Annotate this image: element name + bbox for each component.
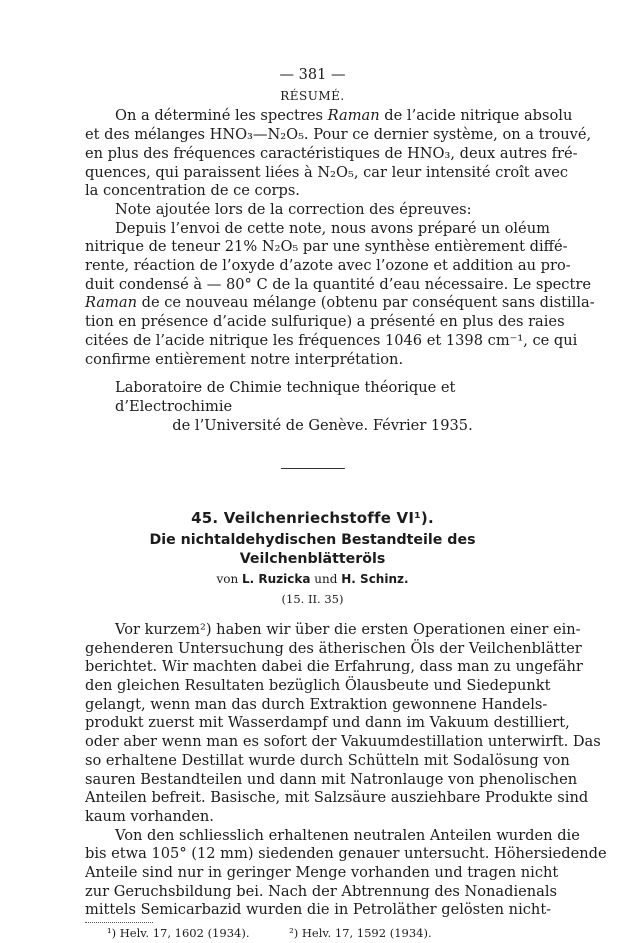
resume-line: en plus des fréquences caractéristiques de HNO₃, deux autres fré- [85, 144, 578, 162]
body-line: so erhaltene Destillat wurde durch Schütteln mit Sodalösung von [85, 751, 570, 769]
article-subtitle: Die nichtaldehydischen Bestandteile des Veilchenblätteröls [149, 532, 476, 567]
article-paragraph [85, 620, 601, 827]
body-line: sauren Bestandteilen und dann mit Natronlauge von phenolischen [85, 770, 578, 788]
body-line: gehenderen Untersuchung des ätherischen Öls der Veilchenblätter [85, 639, 582, 657]
body-line: Von den schliesslich erhaltenen neutralen Anteilen wurden die [115, 826, 580, 844]
body-line: produkt zuerst mit Wasserdampf und dann im Vakuum destilliert, [85, 714, 570, 732]
footnote-separator [85, 922, 153, 923]
note-heading: Note ajoutée lors de la correction des épreuves: [115, 200, 472, 218]
footnote: ²) Helv. 17, 1592 (1934). [289, 926, 432, 941]
laboratory-signature [85, 379, 540, 435]
body-line: oder aber wenn man es sofort der Vakuumdestillation unterwirft. Das [85, 733, 601, 751]
resume-line: quences, qui paraissent liées à N₂O₅, car leur intensité croît avec [85, 163, 569, 181]
author-name: H. Schinz. [341, 572, 409, 587]
body-line: Anteile sind nur in geringer Menge vorhanden und tragen nicht [85, 864, 559, 882]
footnote: ¹) Helv. 17, 1602 (1934). [107, 926, 250, 941]
article-authors [85, 570, 540, 589]
note-line: rente, réaction de l’oxyde d’azote avec l’ozone et addition au pro- [85, 257, 571, 275]
body-line: gelangt, wenn man das durch Extraktion gewonnene Handels- [85, 695, 548, 713]
resume-paragraph [85, 107, 592, 201]
body-line: bis etwa 105° (12 mm) siedenden genauer untersucht. Höhersiedende [85, 845, 607, 863]
note-line: duit condensé à — 80° C de la quantité d’eau nécessaire. Le spectre [85, 275, 591, 293]
article-paragraph [85, 826, 607, 921]
resume-line: On a déterminé les spectres Raman de l’acide nitrique absolu [115, 107, 573, 125]
body-line: kaum vorhanden. [85, 807, 214, 825]
body-line: zur Geruchsbildung bei. Nach der Abtrennung des Nonadienals [85, 882, 558, 900]
section-divider [281, 468, 345, 469]
footnotes [85, 924, 540, 943]
body-line: berichtet. Wir machten dabei die Erfahrung, dass man zu ungefähr [85, 658, 583, 676]
page [85, 66, 607, 943]
laboratory-line: Laboratoire de Chimie technique théorique et d’Electrochimie [115, 379, 456, 415]
body-line: mittels Semicarbazid wurden die in Petroläther gelösten nicht- [85, 901, 552, 919]
body-line: Vor kurzem²) haben wir über die ersten Operationen einer ein- [115, 620, 581, 638]
authors-and: und [314, 572, 338, 587]
note-line: Raman de ce nouveau mélange (obtenu par conséquent sans distilla- [85, 294, 595, 312]
body-line: Anteilen befreit. Basische, mit Salzsäure ausziehbare Produkte sind [85, 789, 589, 807]
article-title: 45. Veilchenriechstoffe VI¹). [191, 509, 434, 528]
resume-line: et des mélanges HNO₃—N₂O₅. Pour ce dernier système, on a trouvé, [85, 126, 592, 144]
resume-heading: RÉSUMÉ. [280, 88, 345, 103]
note-line: citées de l’acide nitrique les fréquences 1046 et 1398 cm⁻¹, ce qui [85, 331, 578, 349]
note-line: confirme entièrement notre interprétation. [85, 350, 404, 368]
authors-prefix: von [216, 572, 239, 587]
note-paragraph [85, 219, 595, 370]
note-line: Depuis l’envoi de cette note, nous avons préparé un oléum [115, 219, 550, 237]
page-number: — 381 — [279, 67, 346, 83]
body-line: den gleichen Resultaten bezüglich Ölausbeute und Siedepunkt [85, 676, 551, 694]
note-line: nitrique de teneur 21% N₂O₅ par une synthèse entièrement diffé- [85, 238, 568, 256]
laboratory-line: de l’Université de Genève. Février 1935. [172, 416, 473, 434]
note-line: tion en présence d’acide sulfurique) a présenté en plus des raies [85, 313, 565, 331]
author-name: L. Ruzicka [242, 572, 311, 587]
article-date: (15. II. 35) [281, 592, 344, 607]
resume-line: la concentration de ce corps. [85, 182, 300, 200]
